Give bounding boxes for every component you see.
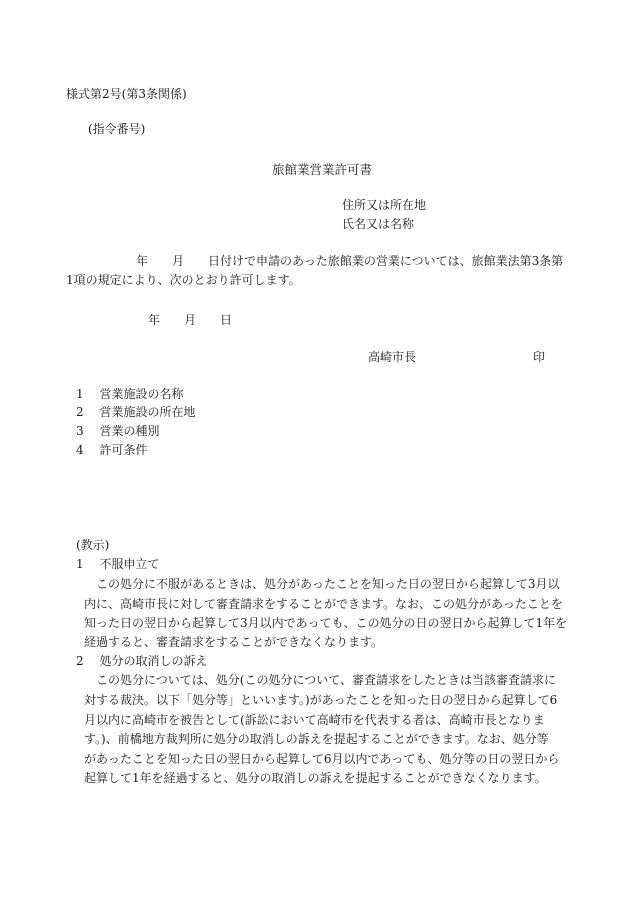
body-month: 月 — [172, 254, 185, 268]
section-title: 不服申立て — [99, 557, 160, 571]
item-number: 4 — [76, 443, 84, 457]
item-label: 営業施設の所在地 — [99, 405, 196, 419]
notice-heading: (教示) — [76, 538, 110, 552]
section-number: 2 — [76, 654, 84, 668]
notice-section-1-line: この処分に不服があるときは、処分があったことを知った日の翌日から起算して3月以 — [96, 577, 560, 591]
body-year: 年 — [136, 254, 149, 268]
item-label: 許可条件 — [99, 443, 148, 457]
notice-section-1-line: 内に、高崎市長に対して審査請求をすることができます。なお、この処分があったことを — [84, 597, 563, 611]
recipient-name-label: 氏名又は名称 — [342, 217, 415, 231]
list-item — [76, 442, 147, 458]
body-text-line2: 1項の規定により、次のとおり許可します。 — [66, 273, 301, 287]
recipient-address-label: 住所又は所在地 — [342, 198, 427, 212]
notice-section-1-line: 知った日の翌日から起算して3月以内であっても、この処分の日の翌日から起算して1年を — [84, 616, 568, 630]
notice-section-2-line: 対する裁決。以下「処分等」といいます。)があったことを知った日の翌日から起算して6 — [84, 693, 558, 707]
seal-mark: 印 — [533, 350, 546, 364]
body-text-line1: 日付けで申請のあった旅館業の営業については、旅館業法第3条第 — [208, 254, 564, 268]
notice-section-2-line: 起算して1年を経過すると、処分の取消しの訴えを提起することができなくなります。 — [84, 771, 547, 785]
notice-section-1-heading — [76, 556, 159, 572]
notice-section-2-line: があったことを知った日の翌日から起算して6月以内であっても、処分等の日の翌日から — [84, 752, 560, 766]
notice-section-2-line: 月以内に高崎市を被告として(訴訟において高崎市を代表する者は、高崎市長となりま — [84, 713, 545, 727]
notice-section-1-line: 経過すると、審査請求をすることができなくなります。 — [84, 635, 384, 649]
section-number: 1 — [76, 557, 84, 571]
issue-day: 日 — [220, 313, 233, 327]
issue-month: 月 — [184, 313, 197, 327]
notice-section-2-line: この処分については、処分(この処分について、審査請求をしたときは当該審査請求に — [96, 673, 556, 687]
list-item — [76, 404, 195, 420]
issue-year: 年 — [148, 313, 161, 327]
form-label: 様式第2号(第3条関係) — [66, 87, 187, 101]
item-label: 営業の種別 — [99, 424, 160, 438]
item-number: 1 — [76, 387, 84, 401]
document-title: 旅館業営業許可書 — [272, 162, 373, 177]
item-number: 2 — [76, 405, 84, 419]
list-item — [76, 423, 159, 439]
list-item — [76, 386, 183, 402]
notice-section-2-line: す。)、前橋地方裁判所に処分の取消しの訴えを提起することができます。なお、処分等 — [84, 732, 549, 746]
section-title: 処分の取消しの訴え — [99, 654, 208, 668]
directive-number: (指令番号) — [88, 122, 146, 136]
item-label: 営業施設の名称 — [99, 387, 184, 401]
issuer-name: 高崎市長 — [368, 350, 417, 364]
notice-section-2-heading — [76, 653, 207, 669]
item-number: 3 — [76, 424, 84, 438]
